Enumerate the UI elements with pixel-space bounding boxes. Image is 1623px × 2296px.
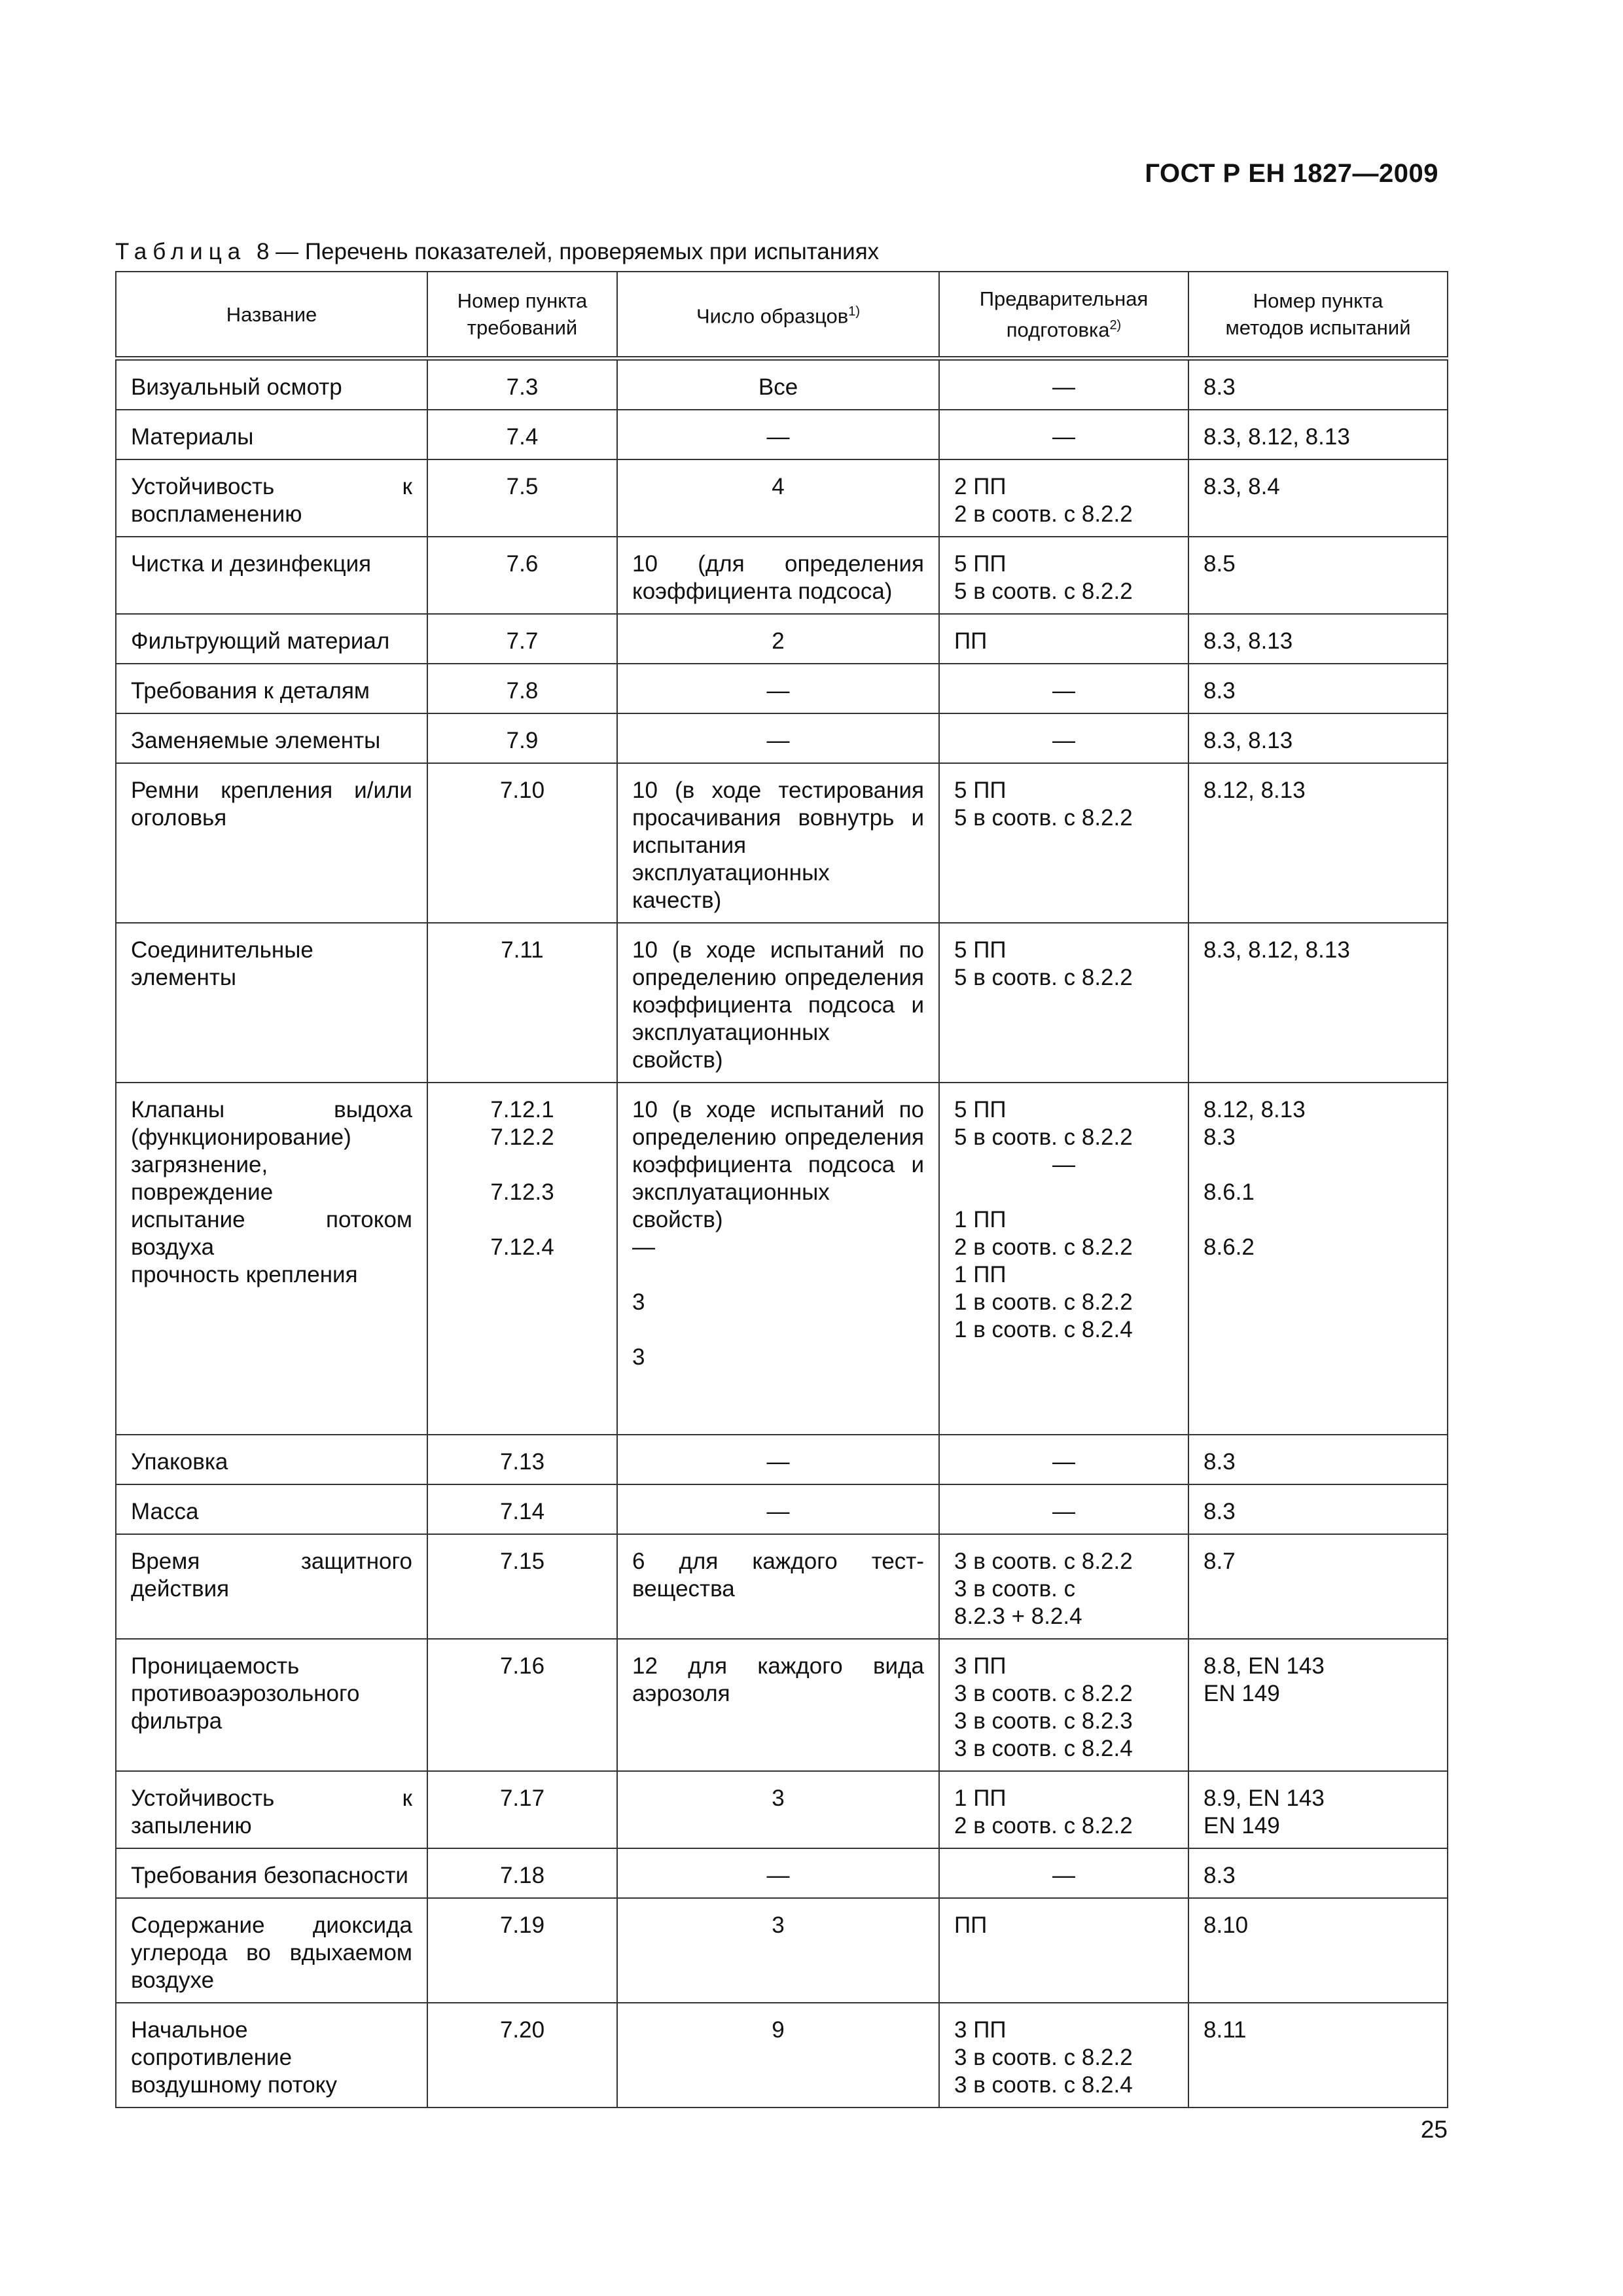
cell-spacer [442, 1289, 602, 1316]
cell-sub-line: 1 ПП [954, 1262, 1007, 1287]
table-row [116, 1898, 1448, 2003]
cell-sub-line: 7.12.3 [490, 1179, 554, 1205]
table-row [116, 664, 1448, 713]
cell-spacer [1204, 1261, 1433, 1289]
cell-line: 8.3, 8.12, 8.13 [1204, 937, 1350, 963]
cell-spacer [632, 1371, 924, 1399]
cell-line: 8.2.3 + 8.2.4 [954, 1604, 1082, 1629]
cell-name [116, 359, 427, 410]
cell-line: 3 в соотв. с [954, 1576, 1076, 1602]
cell-line: Чистка и дезинфекция [131, 551, 372, 577]
cell-line: 10 (в ходе тестирования просачивания вовнутрь и испытания эксплуатационных качеств) [632, 778, 924, 913]
cell-line: 8.3 [1204, 678, 1236, 704]
cell-name [116, 1435, 427, 1484]
cell-req [427, 763, 617, 923]
cell-samples [617, 664, 939, 713]
col-header-req: Номер пункта требований [427, 272, 617, 359]
cell-spacer [131, 1289, 412, 1316]
cell-name [116, 1898, 427, 2003]
cell-line: — [1052, 1499, 1075, 1524]
cell-sub-line: загрязнение, повреждение [131, 1152, 274, 1205]
cell-samples [617, 923, 939, 1083]
cell-line: 7.15 [499, 1549, 545, 1574]
cell-line: Ремни крепления и/или оголовья [131, 778, 412, 831]
cell-line: 7.12.1 [490, 1097, 554, 1122]
cell-line: 8.12, 8.13 [1204, 1097, 1306, 1122]
cell-methods [1188, 1083, 1448, 1435]
cell-sub-line: 3 [632, 1344, 645, 1370]
cell-line: 3 ПП [954, 2017, 1007, 2043]
cell-samples [617, 1435, 939, 1484]
cell-line: — [1052, 374, 1075, 400]
cell-req [427, 614, 617, 664]
cell-line: 7.3 [506, 374, 539, 400]
cell-line: 7.10 [499, 778, 545, 803]
cell-line: 8.5 [1204, 551, 1236, 577]
cell-line: 8.3 [1204, 1863, 1236, 1888]
cell-line: Требования безопасности [131, 1863, 408, 1888]
cell-methods [1188, 1484, 1448, 1534]
cell-sub-line: 8.3 [1204, 1124, 1236, 1150]
cell-req [427, 1534, 617, 1639]
cell-samples [617, 459, 939, 537]
cell-req [427, 459, 617, 537]
cell-req [427, 2003, 617, 2108]
cell-prep [939, 1484, 1188, 1534]
cell-line: 7.7 [506, 628, 539, 654]
cell-spacer [442, 1151, 602, 1179]
cell-sub-line: 1 ПП [954, 1207, 1007, 1232]
cell-line: 7.6 [506, 551, 539, 577]
cell-spacer [632, 1316, 924, 1344]
cell-line: 2 в соотв. с 8.2.2 [954, 501, 1133, 527]
cell-prep [939, 763, 1188, 923]
cell-line: 3 ПП [954, 1653, 1007, 1679]
cell-spacer [954, 1179, 1173, 1206]
cell-line: Фильтрующий материал [131, 628, 390, 654]
cell-name [116, 1848, 427, 1898]
cell-line: 3 в соотв. с 8.2.4 [954, 1736, 1133, 1761]
cell-line: 3 в соотв. с 8.2.4 [954, 2072, 1133, 2098]
cell-methods [1188, 664, 1448, 713]
cell-name [116, 1639, 427, 1771]
cell-methods [1188, 713, 1448, 763]
cell-sub-line: 7.12.2 [490, 1124, 554, 1150]
cell-line: — [1052, 728, 1075, 753]
cell-req [427, 664, 617, 713]
table-row [116, 410, 1448, 459]
cell-line: 7.16 [499, 1653, 545, 1679]
cell-methods [1188, 1771, 1448, 1848]
cell-line: — [766, 1863, 790, 1888]
cell-line: Время защитного действия [131, 1549, 412, 1602]
cell-line: 8.11 [1204, 2017, 1247, 2043]
cell-samples [617, 1898, 939, 2003]
cell-methods [1188, 410, 1448, 459]
cell-line: 8.3 [1204, 1449, 1236, 1475]
cell-line: Все [758, 374, 798, 400]
cell-line: 7.5 [506, 474, 539, 499]
cell-line: 5 в соотв. с 8.2.2 [954, 579, 1133, 604]
cell-name [116, 713, 427, 763]
cell-line: 2 в соотв. с 8.2.2 [954, 1813, 1133, 1839]
cell-line: 8.3 [1204, 374, 1236, 400]
cell-line: 3 в соотв. с 8.2.2 [954, 1681, 1133, 1706]
table-row [116, 763, 1448, 923]
cell-line: 7.13 [499, 1449, 545, 1475]
cell-spacer [632, 1261, 924, 1289]
cell-req [427, 1848, 617, 1898]
cell-line: 2 [772, 628, 785, 654]
cell-samples [617, 359, 939, 410]
cell-name [116, 1534, 427, 1639]
table-row [116, 1484, 1448, 1534]
cell-line: 5 ПП [954, 937, 1007, 963]
cell-spacer [1204, 1289, 1433, 1316]
cell-line: — [1052, 1863, 1075, 1888]
cell-line: 4 [772, 474, 785, 499]
col-header-prep: Предварительная подготовка$^{2)}$ [939, 272, 1188, 359]
cell-methods [1188, 614, 1448, 664]
cell-line: Клапаны выдоха (функционирование) [131, 1097, 412, 1150]
cell-sub-line: 1 в соотв. с 8.2.4 [954, 1317, 1133, 1342]
cell-line: — [1052, 424, 1075, 450]
cell-line: Заменяемые элементы [131, 728, 381, 753]
cell-name [116, 459, 427, 537]
cell-methods [1188, 1435, 1448, 1484]
cell-prep [939, 1639, 1188, 1771]
table-row [116, 537, 1448, 614]
cell-line: 2 ПП [954, 474, 1007, 499]
cell-req [427, 923, 617, 1083]
cell-methods [1188, 459, 1448, 537]
cell-req [427, 713, 617, 763]
cell-spacer [1204, 1151, 1433, 1179]
cell-name [116, 664, 427, 713]
cell-prep [939, 664, 1188, 713]
cell-line: 7.18 [499, 1863, 545, 1888]
cell-line: 7.9 [506, 728, 539, 753]
cell-sub-line: — [632, 1234, 655, 1260]
cell-sub-line: прочность крепления [131, 1262, 358, 1287]
cell-line: 8.10 [1204, 1912, 1249, 1938]
table-row [116, 1083, 1448, 1435]
table-caption-label: Таблица [115, 239, 247, 264]
cell-prep [939, 1435, 1188, 1484]
col-header-methods: Номер пункта методов испытаний [1188, 272, 1448, 359]
cell-line: 1 ПП [954, 1785, 1007, 1811]
cell-req [427, 1898, 617, 2003]
cell-name [116, 410, 427, 459]
table-caption [115, 239, 879, 265]
cell-spacer [442, 1261, 602, 1289]
table-row [116, 713, 1448, 763]
cell-line: 3 в соотв. с 8.2.2 [954, 1549, 1133, 1574]
cell-name [116, 1083, 427, 1435]
table-row [116, 359, 1448, 410]
cell-line: 8.3, 8.12, 8.13 [1204, 424, 1350, 450]
table-row [116, 1771, 1448, 1848]
cell-req [427, 1083, 617, 1435]
cell-methods [1188, 763, 1448, 923]
cell-sub-line: 8.6.2 [1204, 1234, 1255, 1260]
cell-samples [617, 1083, 939, 1435]
cell-line: 8.3, 8.13 [1204, 628, 1293, 654]
cell-prep [939, 713, 1188, 763]
cell-prep [939, 1771, 1188, 1848]
cell-sub-line: испытание потоком воздуха [131, 1207, 412, 1260]
cell-line: 9 [772, 2017, 785, 2043]
cell-line: 10 (в ходе испытаний по определению определения коэффициента подсоса и эксплуатационных свойств) [632, 1097, 924, 1232]
cell-line: 7.17 [499, 1785, 545, 1811]
table-row [116, 1435, 1448, 1484]
table-row [116, 1848, 1448, 1898]
cell-prep [939, 2003, 1188, 2108]
cell-name [116, 1484, 427, 1534]
cell-samples [617, 1639, 939, 1771]
cell-line: 12 для каждого вида аэрозоля [632, 1653, 924, 1706]
cell-req [427, 1639, 617, 1771]
cell-prep [939, 1898, 1188, 2003]
cell-line: EN 149 [1204, 1813, 1280, 1839]
cell-line: 5 в соотв. с 8.2.2 [954, 805, 1133, 831]
cell-line: Визуальный осмотр [131, 374, 342, 400]
cell-samples [617, 2003, 939, 2108]
cell-line: 10 (для определения коэффициента подсоса) [632, 551, 924, 604]
col-header-name: Название [116, 272, 427, 359]
cell-line: 5 в соотв. с 8.2.2 [954, 1124, 1133, 1150]
cell-line: Начальное сопротивление воздушному потоку [131, 2017, 337, 2098]
cell-line: — [1052, 1449, 1075, 1475]
cell-prep [939, 614, 1188, 664]
cell-name [116, 614, 427, 664]
cell-name [116, 923, 427, 1083]
cell-line: Требования к деталям [131, 678, 370, 704]
table-row [116, 614, 1448, 664]
cell-line: EN 149 [1204, 1681, 1280, 1706]
cell-line: 5 ПП [954, 778, 1007, 803]
cell-line: 3 [772, 1785, 785, 1811]
cell-methods [1188, 359, 1448, 410]
cell-line: — [766, 1499, 790, 1524]
cell-line: — [1052, 678, 1075, 704]
cell-samples [617, 1484, 939, 1534]
cell-methods [1188, 923, 1448, 1083]
table-row [116, 923, 1448, 1083]
cell-methods [1188, 1848, 1448, 1898]
table-row [116, 459, 1448, 537]
cell-line: 5 ПП [954, 551, 1007, 577]
cell-line: Соединительные элементы [131, 937, 313, 990]
cell-sub-line: 3 [632, 1289, 645, 1315]
cell-sub-line: 8.6.1 [1204, 1179, 1255, 1205]
col-header-samples: Число образцов$^{1)}$ [617, 272, 939, 359]
cell-line: Материалы [131, 424, 254, 450]
cell-req [427, 410, 617, 459]
cell-sub-line: 7.12.4 [490, 1234, 554, 1260]
page-number: 25 [1420, 2116, 1448, 2143]
cell-methods [1188, 537, 1448, 614]
cell-spacer [131, 1316, 412, 1344]
cell-req [427, 359, 617, 410]
cell-name [116, 537, 427, 614]
cell-line: — [766, 728, 790, 753]
cell-line: 5 в соотв. с 8.2.2 [954, 965, 1133, 990]
cell-line: Масса [131, 1499, 199, 1524]
cell-line: 7.11 [501, 937, 544, 963]
cell-line: 10 (в ходе испытаний по определению определения коэффициента подсоса и эксплуатационных свойств) [632, 937, 924, 1073]
table-row [116, 2003, 1448, 2108]
table-row [116, 1534, 1448, 1639]
cell-line: ПП [954, 1912, 988, 1938]
cell-samples [617, 713, 939, 763]
cell-samples [617, 410, 939, 459]
cell-req [427, 1435, 617, 1484]
cell-sub-line: 1 в соотв. с 8.2.2 [954, 1289, 1133, 1315]
cell-line: 8.9, EN 143 [1204, 1785, 1325, 1811]
cell-prep [939, 537, 1188, 614]
cell-req [427, 1484, 617, 1534]
cell-line: Устойчивость к запылению [131, 1785, 412, 1839]
cell-line: 8.8, EN 143 [1204, 1653, 1325, 1679]
cell-spacer [442, 1206, 602, 1234]
cell-prep [939, 1083, 1188, 1435]
cell-prep [939, 410, 1188, 459]
cell-line: Содержание диоксида углерода во вдыхаемом воздухе [131, 1912, 412, 1993]
cell-req [427, 537, 617, 614]
cell-samples [617, 1848, 939, 1898]
cell-line: 7.20 [499, 2017, 545, 2043]
cell-samples [617, 1534, 939, 1639]
cell-line: 7.14 [499, 1499, 545, 1524]
cell-req [427, 1771, 617, 1848]
cell-line: 8.3, 8.13 [1204, 728, 1293, 753]
cell-prep [939, 359, 1188, 410]
cell-line: — [766, 424, 790, 450]
cell-methods [1188, 1898, 1448, 2003]
cell-line: Устойчивость к воспламенению [131, 474, 412, 527]
cell-methods [1188, 2003, 1448, 2108]
cell-sub-line: 2 в соотв. с 8.2.2 [954, 1234, 1133, 1260]
cell-line: Упаковка [131, 1449, 228, 1475]
cell-line: 7.8 [506, 678, 539, 704]
cell-samples [617, 1771, 939, 1848]
indicators-table [115, 271, 1448, 2108]
cell-line: 8.3 [1204, 1499, 1236, 1524]
cell-line: — [766, 678, 790, 704]
cell-sub-line: — [1052, 1152, 1075, 1177]
cell-samples [617, 763, 939, 923]
cell-prep [939, 923, 1188, 1083]
table-header-row [116, 272, 1448, 359]
cell-methods [1188, 1534, 1448, 1639]
cell-prep [939, 1848, 1188, 1898]
cell-name [116, 763, 427, 923]
cell-line: Проницаемость противоаэрозольного фильтра [131, 1653, 360, 1734]
cell-prep [939, 459, 1188, 537]
cell-line: 3 [772, 1912, 785, 1938]
cell-line: 8.12, 8.13 [1204, 778, 1306, 803]
cell-line: 3 в соотв. с 8.2.3 [954, 1708, 1133, 1734]
cell-methods [1188, 1639, 1448, 1771]
cell-name [116, 1771, 427, 1848]
table-caption-text: 8 — Перечень показателей, проверяемых при испытаниях [256, 239, 880, 264]
table-body [116, 359, 1448, 2108]
table-row [116, 1639, 1448, 1771]
document-header: ГОСТ Р ЕН 1827—2009 [1145, 159, 1438, 188]
cell-line: 8.3, 8.4 [1204, 474, 1280, 499]
cell-samples [617, 614, 939, 664]
cell-line: — [766, 1449, 790, 1475]
cell-line: 6 для каждого тест-вещества [632, 1549, 924, 1602]
cell-spacer [1204, 1206, 1433, 1234]
cell-line: 7.19 [499, 1912, 545, 1938]
cell-line: ПП [954, 628, 988, 654]
cell-spacer [632, 1399, 924, 1426]
cell-line: 3 в соотв. с 8.2.2 [954, 2045, 1133, 2070]
cell-samples [617, 537, 939, 614]
cell-line: 5 ПП [954, 1097, 1007, 1122]
cell-line: 8.7 [1204, 1549, 1236, 1574]
cell-prep [939, 1534, 1188, 1639]
cell-line: 7.4 [506, 424, 539, 450]
cell-name [116, 2003, 427, 2108]
